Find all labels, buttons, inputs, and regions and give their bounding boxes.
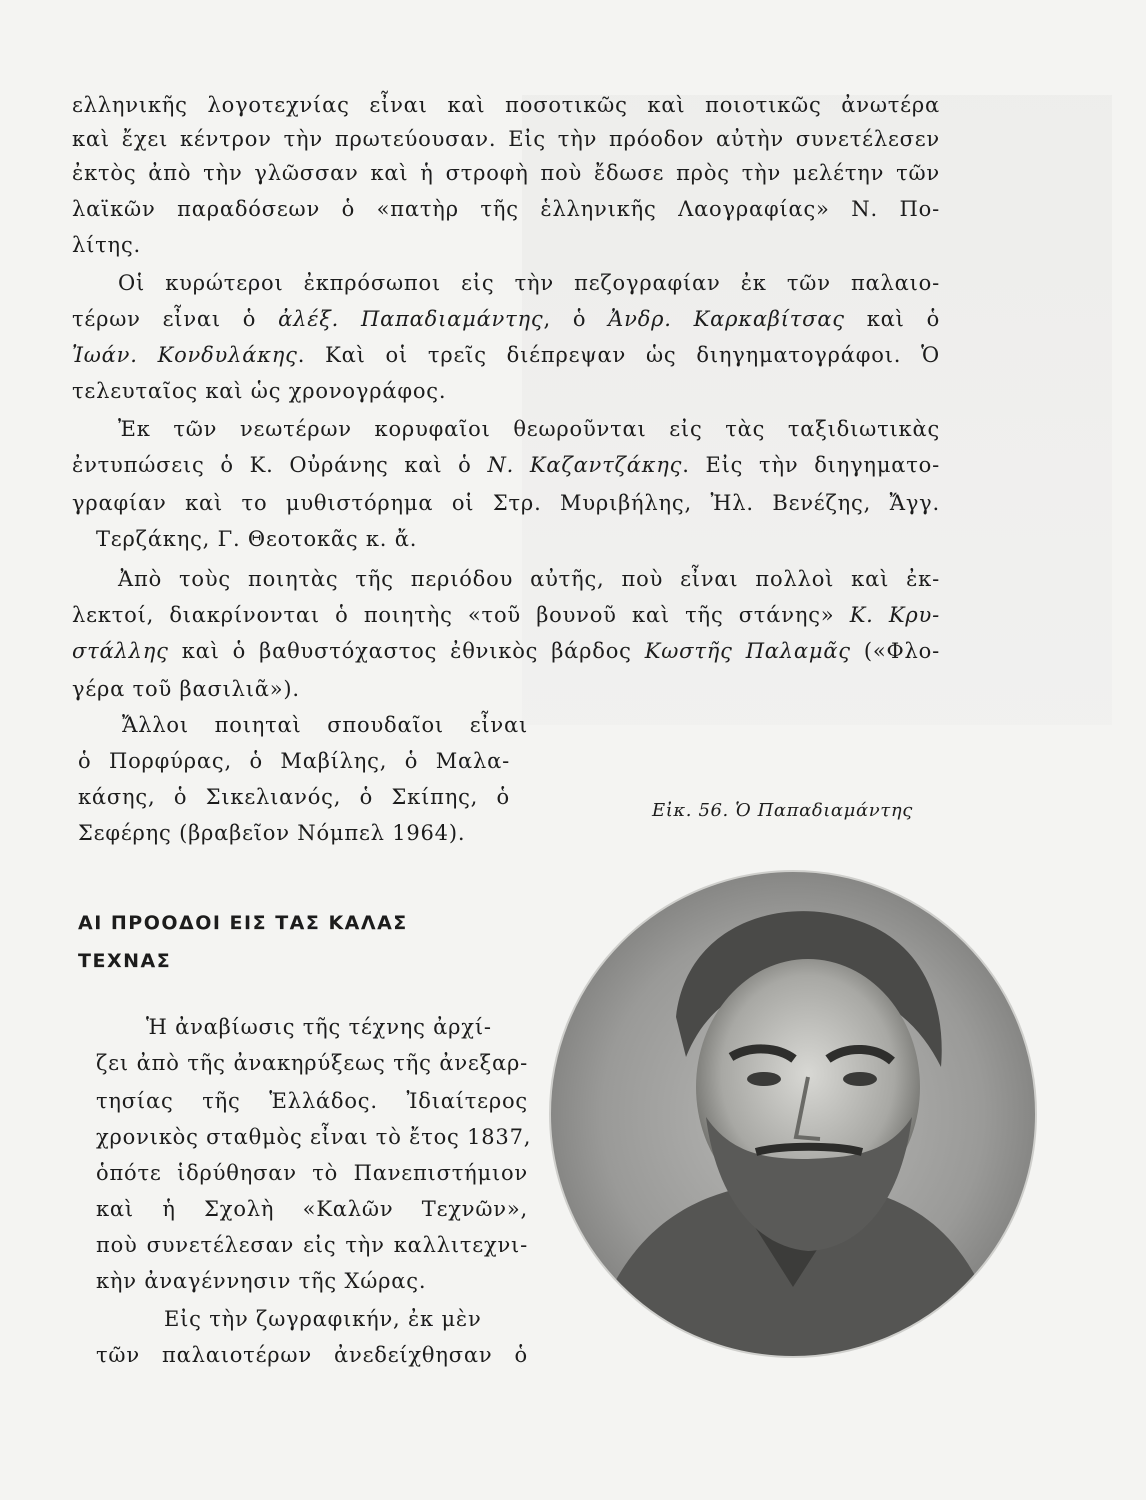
text-run: , ὁ (543, 307, 609, 331)
text-line: ελληνικῆς λογοτεχνίας εἶναι καὶ ποσοτικῶς καὶ ποιοτικῶς ἀνωτέρα (72, 93, 940, 117)
text-line: ὁπότε ἱδρύθησαν τὸ Πανεπιστήμιον (96, 1161, 528, 1185)
author-name: Κωστῆς Παλαμᾶς (644, 639, 851, 663)
text-line: Εἰς τὴν ζωγραφικήν, ἐκ μὲν (164, 1307, 482, 1331)
text-line: καὶ ἔχει κέντρον τὴν πρωτεύουσαν. Εἰς τὴν πρόοδον αὐτὴν συνετέλεσεν (72, 127, 940, 151)
text-run: . Καὶ οἱ τρεῖς διέπρεψαν ὡς διηγηματογράφοι. Ὁ (297, 343, 940, 367)
author-name: Ν. Καζαντζάκης (487, 453, 683, 477)
text-line: ἐκτὸς ἀπὸ τὴν γλῶσσαν καὶ ἡ στροφὴ ποὺ ἔδωσε πρὸς τὴν μελέτην τῶν (72, 161, 940, 185)
text-line: γέρα τοῦ βασιλιᾶ»). (72, 677, 300, 701)
text-line: γραφίαν καὶ το μυθιστόρημα οἱ Στρ. Μυριβήλης, Ἠλ. Βενέζης, Ἄγγ. (72, 491, 940, 515)
text-run: τέρων εἶναι ὁ (72, 307, 279, 331)
text-run: ἐντυπώσεις ὁ Κ. Οὐράνης καὶ ὁ (72, 453, 488, 477)
text-line: λίτης. (72, 233, 141, 257)
text-line: καὶ ἡ Σχολὴ «Καλῶν Τεχνῶν», (96, 1197, 528, 1221)
text-line: κάσης, ὁ Σικελιανός, ὁ Σκίπης, ὁ (78, 785, 510, 809)
figure-caption: Εἰκ. 56. Ὁ Παπαδιαμάντης (652, 800, 913, 821)
text-line: Ἡ ἀναβίωσις τῆς τέχνης ἀρχί- (146, 1015, 492, 1039)
text-line: Ἀπὸ τοὺς ποιητὰς τῆς περιόδου αὐτῆς, ποὺ εἶναι πολλοὶ καὶ ἐκ- (118, 567, 940, 591)
author-name: Ἀνδρ. Καρκαβίτσας (608, 307, 845, 331)
text-line (72, 452, 940, 478)
text-line: Σεφέρης (βραβεῖον Νόμπελ 1964). (78, 821, 466, 845)
text-line (72, 602, 940, 628)
show-through-background (522, 95, 1112, 725)
text-line: λαϊκῶν παραδόσεων ὁ «πατὴρ τῆς ἑλληνικῆς Λαογραφίας» Ν. Πο- (72, 197, 940, 221)
text-line: τῶν παλαιοτέρων ἀνεδείχθησαν ὁ (96, 1343, 528, 1367)
text-line: ποὺ συνετέλεσαν εἰς τὴν καλλιτεχνι- (96, 1233, 528, 1257)
author-name: Ἰωάν. Κονδυλάκης (72, 343, 298, 367)
text-line: τελευταῖος καὶ ὡς χρονογράφος. (72, 379, 447, 403)
author-name: στάλλης (72, 639, 169, 663)
text-line: κὴν ἀναγέννησιν τῆς Χώρας. (96, 1269, 427, 1293)
text-line: Ἐκ τῶν νεωτέρων κορυφαῖοι θεωροῦνται εἰς τὰς ταξιδιωτικὰς (118, 417, 940, 441)
text-line: ὁ Πορφύρας, ὁ Μαβίλης, ὁ Μαλα- (78, 749, 510, 773)
text-run: . Εἰς τὴν διηγηματο- (682, 453, 940, 477)
author-name: ἀλέξ. Παπαδιαμάντης (278, 307, 544, 331)
text-run: («Φλο- (850, 639, 941, 663)
text-line: τησίας τῆς Ἑλλάδος. Ἰδιαίτερος (96, 1089, 528, 1113)
portrait-photo (546, 867, 1040, 1361)
text-line (72, 342, 940, 368)
text-line: χρονικὸς σταθμὸς εἶναι τὸ ἔτος 1837, (96, 1125, 532, 1149)
text-run: λεκτοί, διακρίνονται ὁ ποιητὴς «τοῦ βουνοῦ καὶ τῆς στάνης» (72, 603, 850, 627)
text-line (72, 306, 940, 332)
author-name: Κ. Κρυ- (849, 603, 940, 627)
text-line: Ἄλλοι ποιηταὶ σπουδαῖοι εἶναι (122, 713, 528, 737)
text-line (72, 638, 940, 664)
text-run: καὶ ὁ βαθυστόχαστος ἐθνικὸς βάρδος (168, 639, 645, 663)
text-line: Τερζάκης, Γ. Θεοτοκᾶς κ. ἄ. (96, 527, 418, 551)
text-line: ζει ἀπὸ τῆς ἀνακηρύξεως τῆς ἀνεξαρ- (96, 1051, 528, 1075)
section-heading: ΑΙ ΠΡΟΟΔΟΙ ΕΙΣ ΤΑΣ ΚΑΛΑΣ (78, 912, 408, 934)
text-line: Οἱ κυρώτεροι ἐκπρόσωποι εἰς τὴν πεζογραφίαν ἐκ τῶν παλαιο- (118, 271, 940, 295)
text-run: καὶ ὁ (844, 307, 941, 331)
section-heading: ΤΕΧΝΑΣ (78, 950, 172, 972)
